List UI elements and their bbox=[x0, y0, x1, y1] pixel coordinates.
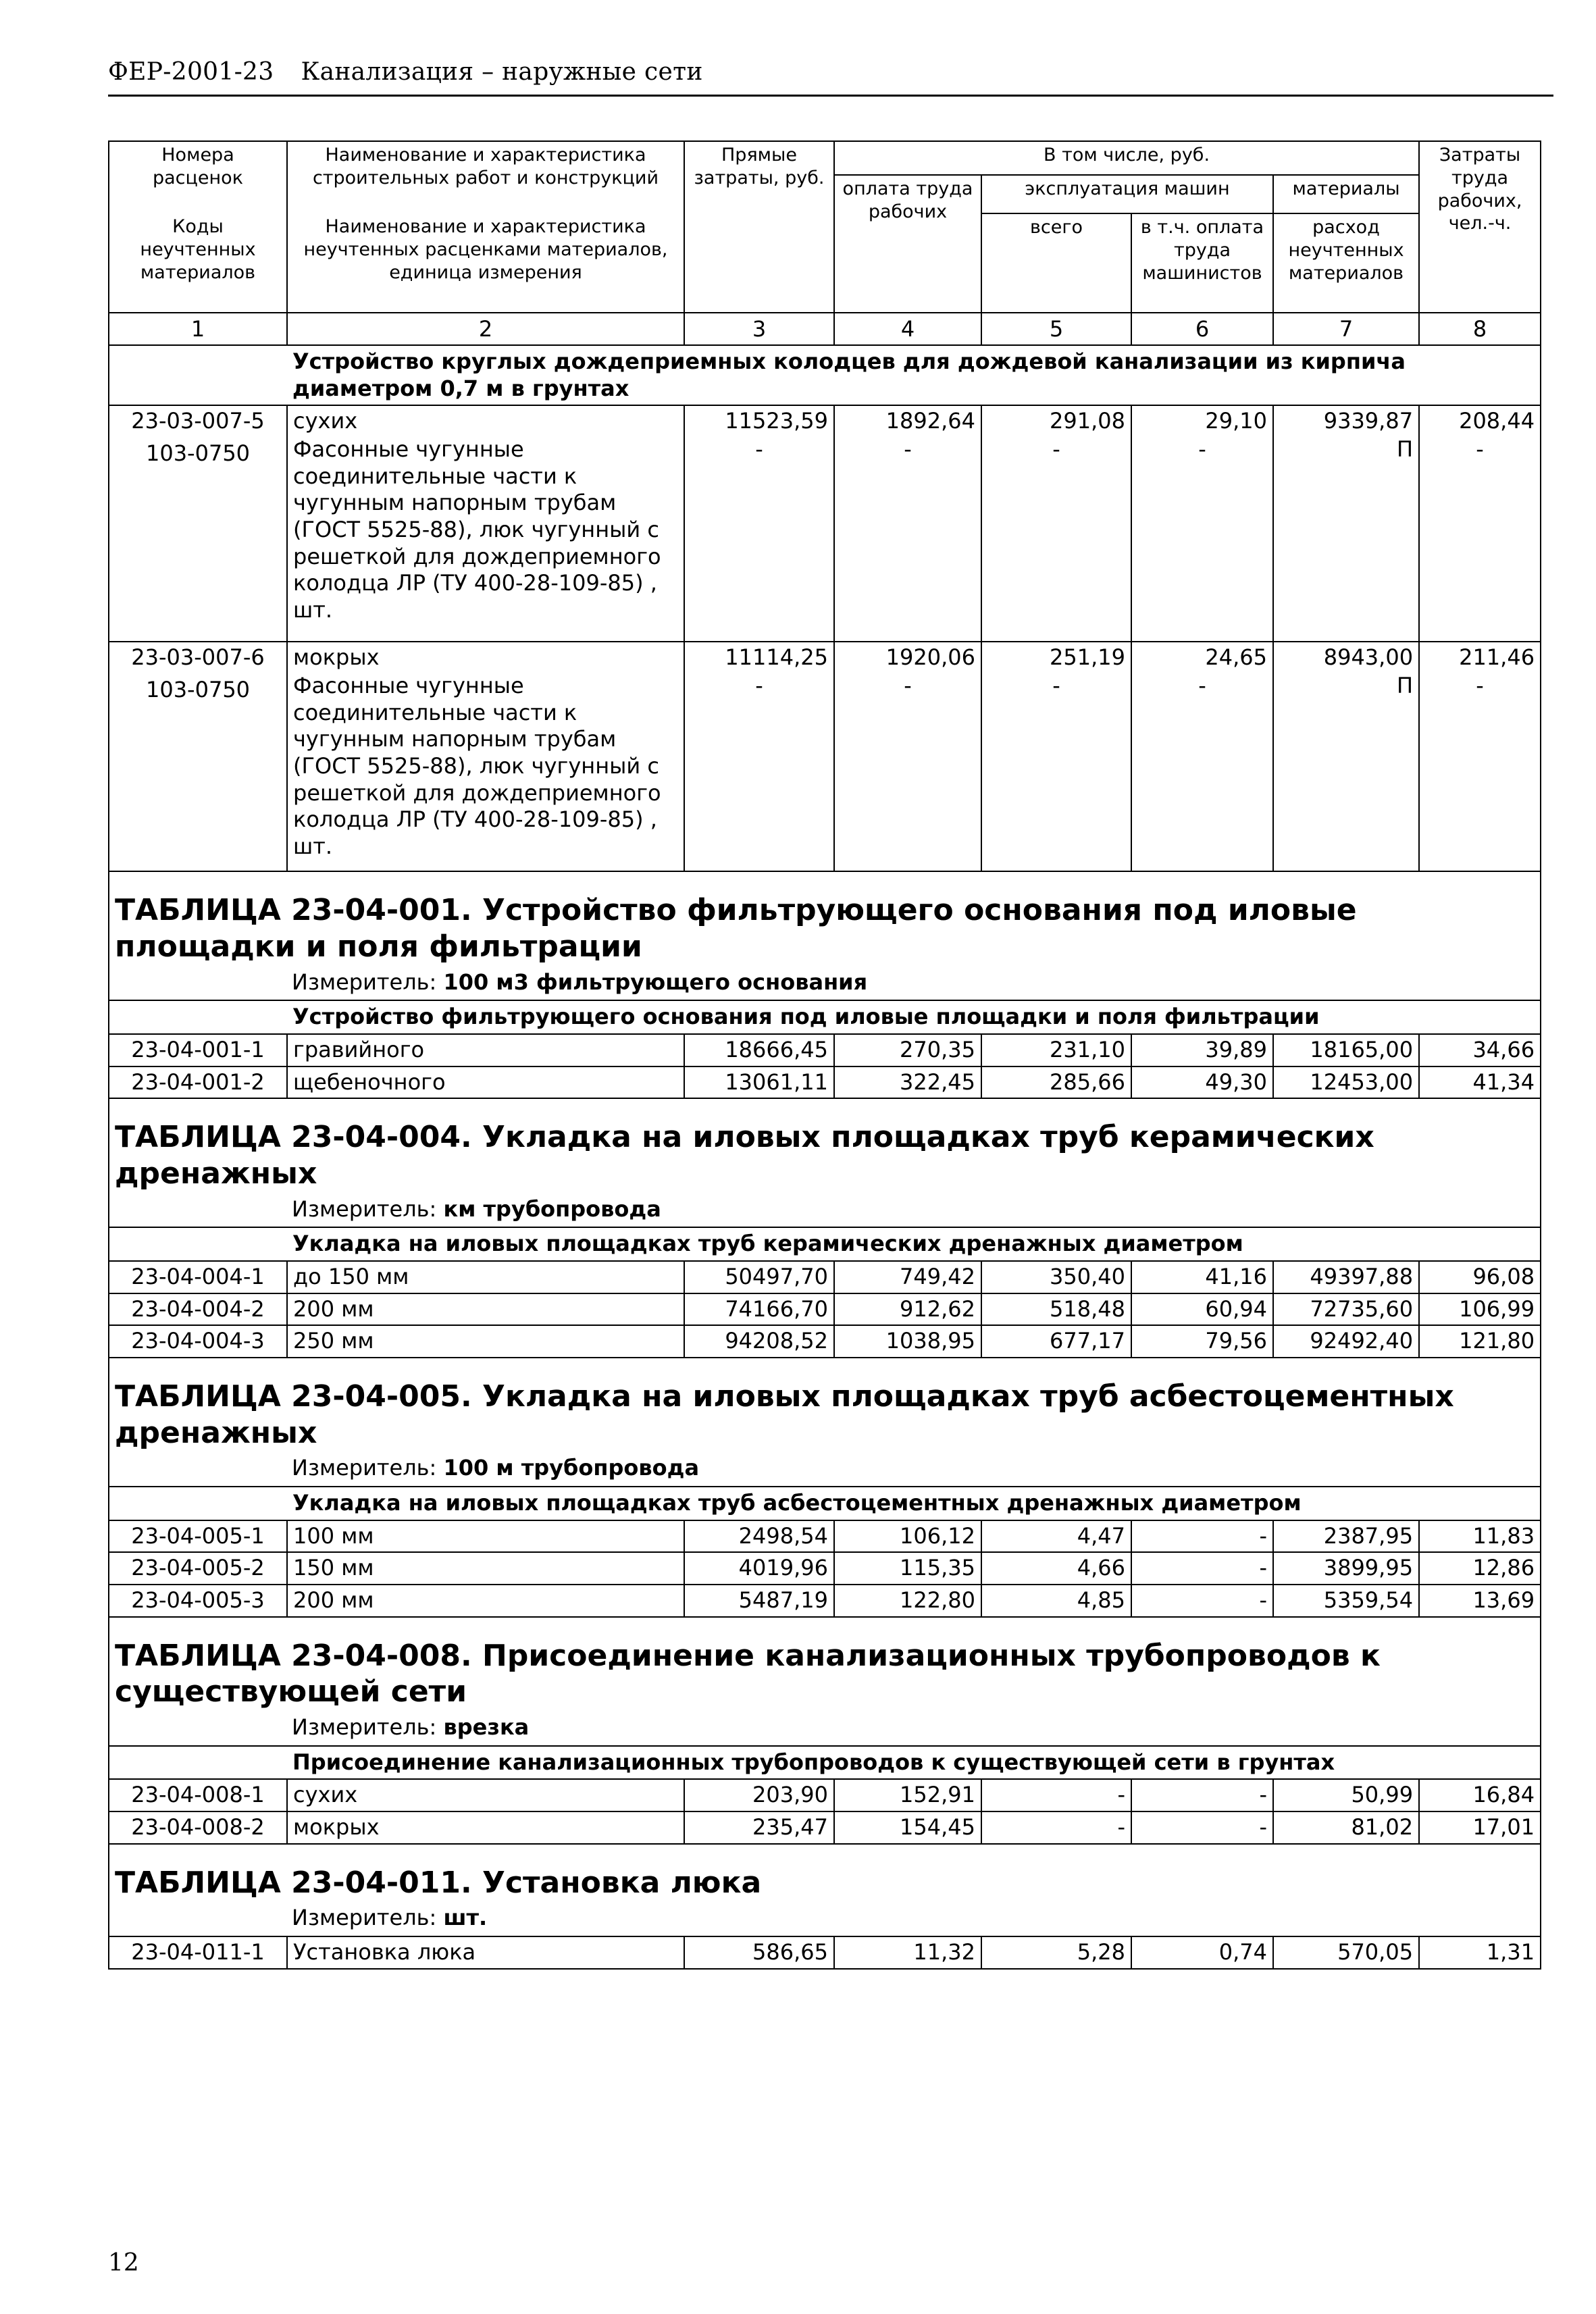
machines-total: 350,40 bbox=[981, 1261, 1131, 1293]
materials-cost: 49397,88 bbox=[1273, 1261, 1419, 1293]
machines-total: 4,66 bbox=[981, 1552, 1131, 1585]
unaccounted-material-mark: П bbox=[1396, 673, 1414, 699]
materials-cost: 12453,00 bbox=[1273, 1066, 1419, 1099]
measure-label: Измеритель: bbox=[292, 1714, 437, 1741]
table-row bbox=[109, 1585, 1541, 1617]
labor-hours: 1,31 bbox=[1419, 1936, 1541, 1969]
labor-hours: 11,83 bbox=[1419, 1520, 1541, 1553]
work-name: гравийного bbox=[287, 1034, 684, 1066]
column-number: 8 bbox=[1419, 313, 1541, 345]
material-name: Фасонные чугунные соединительные части к чугунным напорным трубам (ГОСТ 5525-88), люк чугунный с решеткой для дождеприемного колодца ЛР (ТУ 400-28-109-85) , шт. bbox=[293, 673, 661, 860]
group-title-row bbox=[109, 1746, 1541, 1780]
operators-pay: - bbox=[1131, 1585, 1273, 1617]
table-heading: ТАБЛИЦА 23-04-001. Устройство фильтрующего основания под иловые площадки и поля фильтрации bbox=[109, 871, 1541, 969]
direct-costs: 4019,96 bbox=[684, 1552, 834, 1585]
labor-hours: 12,86 bbox=[1419, 1552, 1541, 1585]
labor-hours: 106,99 bbox=[1419, 1293, 1541, 1326]
rates-table bbox=[108, 140, 1541, 1970]
header-rate-numbers: Номера расценок bbox=[109, 141, 287, 213]
labor-pay: 154,45 bbox=[834, 1811, 981, 1844]
rate-code: 23-04-001-1 bbox=[109, 1034, 287, 1066]
table-heading-row bbox=[109, 1844, 1541, 1905]
materials-cost: 5359,54 bbox=[1273, 1585, 1419, 1617]
measure-value: 100 м3 фильтрующего основания bbox=[443, 969, 868, 995]
group-title-row bbox=[109, 1227, 1541, 1261]
machines-total: 231,10 bbox=[981, 1034, 1131, 1066]
table-heading-row bbox=[109, 1098, 1541, 1195]
doc-code: ФЕР-2001-23 bbox=[108, 58, 274, 86]
measure-value: 100 м трубопровода bbox=[443, 1455, 700, 1481]
dash: - bbox=[904, 436, 912, 463]
direct-costs: 50497,70 bbox=[684, 1261, 834, 1293]
rate-code: 23-04-004-2 bbox=[109, 1293, 287, 1326]
direct-costs: 2498,54 bbox=[684, 1520, 834, 1553]
operators-pay: - bbox=[1131, 1811, 1273, 1844]
measure-label: Измеритель: bbox=[292, 969, 437, 995]
labor-pay: 270,35 bbox=[834, 1034, 981, 1066]
work-name: щебеночного bbox=[287, 1066, 684, 1099]
header-material-codes: Коды неучтенных материалов bbox=[109, 213, 287, 313]
materials-cost: 92492,40 bbox=[1273, 1325, 1419, 1358]
work-name: мокрых bbox=[293, 644, 380, 671]
direct-costs: 235,47 bbox=[684, 1811, 834, 1844]
rate-code: 23-04-004-1 bbox=[109, 1261, 287, 1293]
column-number: 7 bbox=[1273, 313, 1419, 345]
table-header bbox=[109, 141, 1541, 345]
labor-pay: 11,32 bbox=[834, 1936, 981, 1969]
header-labor-hours: Затраты труда рабочих, чел.-ч. bbox=[1419, 141, 1541, 313]
table-row bbox=[109, 1325, 1541, 1358]
dash: - bbox=[1198, 436, 1206, 463]
materials-cost: 3899,95 bbox=[1273, 1552, 1419, 1585]
work-name: мокрых bbox=[287, 1811, 684, 1844]
table-heading-row bbox=[109, 871, 1541, 969]
operators-pay: 79,56 bbox=[1131, 1325, 1273, 1358]
materials-cost: 50,99 bbox=[1273, 1779, 1419, 1811]
group-title: Устройство фильтрующего основания под иловые площадки и поля фильтрации bbox=[287, 1000, 1541, 1034]
header-machines-total: всего bbox=[981, 213, 1131, 313]
group-title-row bbox=[109, 1000, 1541, 1034]
labor-pay: 115,35 bbox=[834, 1552, 981, 1585]
table-row bbox=[109, 405, 1541, 642]
unaccounted-material-mark: П bbox=[1396, 436, 1414, 463]
direct-costs: 11523,59 bbox=[725, 408, 828, 434]
dash: - bbox=[755, 436, 763, 463]
measure-row bbox=[109, 1714, 1541, 1746]
rate-code: 23-04-005-2 bbox=[109, 1552, 287, 1585]
rate-code: 23-04-001-2 bbox=[109, 1066, 287, 1099]
labor-pay: 106,12 bbox=[834, 1520, 981, 1553]
machines-total: 518,48 bbox=[981, 1293, 1131, 1326]
labor-hours: 208,44 bbox=[1459, 408, 1535, 434]
measure-row bbox=[109, 1905, 1541, 1936]
rate-code: 23-03-007-5 bbox=[131, 408, 265, 434]
rate-code: 23-04-008-1 bbox=[109, 1779, 287, 1811]
work-name: Установка люка bbox=[287, 1936, 684, 1969]
machines-total: 251,19 bbox=[1050, 644, 1125, 671]
direct-costs: 586,65 bbox=[684, 1936, 834, 1969]
work-name: 200 мм bbox=[287, 1585, 684, 1617]
labor-pay: 1892,64 bbox=[885, 408, 975, 434]
labor-pay: 912,62 bbox=[834, 1293, 981, 1326]
table-row bbox=[109, 1066, 1541, 1099]
labor-pay: 1038,95 bbox=[834, 1325, 981, 1358]
work-name: 200 мм bbox=[287, 1293, 684, 1326]
column-number: 4 bbox=[834, 313, 981, 345]
labor-hours: 13,69 bbox=[1419, 1585, 1541, 1617]
measure-value: км трубопровода bbox=[443, 1195, 661, 1222]
labor-pay: 322,45 bbox=[834, 1066, 981, 1099]
direct-costs: 203,90 bbox=[684, 1779, 834, 1811]
group-title: Присоединение канализационных трубопроводов к существующей сети в грунтах bbox=[287, 1746, 1541, 1780]
work-name: 100 мм bbox=[287, 1520, 684, 1553]
labor-hours: 121,80 bbox=[1419, 1325, 1541, 1358]
table-heading: ТАБЛИЦА 23-04-011. Установка люка bbox=[109, 1844, 1541, 1905]
group-title-row bbox=[109, 1487, 1541, 1520]
materials-cost: 9339,87 bbox=[1323, 408, 1414, 434]
dash: - bbox=[1476, 673, 1484, 699]
machines-total: - bbox=[981, 1779, 1131, 1811]
rate-code: 23-04-008-2 bbox=[109, 1811, 287, 1844]
direct-costs: 5487,19 bbox=[684, 1585, 834, 1617]
column-number: 2 bbox=[287, 313, 684, 345]
labor-hours: 96,08 bbox=[1419, 1261, 1541, 1293]
operators-pay: 29,10 bbox=[1205, 408, 1267, 434]
header-labor-pay: оплата труда рабочих bbox=[834, 175, 981, 313]
dash: - bbox=[1052, 673, 1060, 699]
material-code: 103-0750 bbox=[145, 440, 251, 467]
labor-pay: 749,42 bbox=[834, 1261, 981, 1293]
dash: - bbox=[1052, 436, 1060, 463]
work-name: 250 мм bbox=[287, 1325, 684, 1358]
work-name: до 150 мм bbox=[287, 1261, 684, 1293]
operators-pay: 41,16 bbox=[1131, 1261, 1273, 1293]
operators-pay: - bbox=[1131, 1779, 1273, 1811]
operators-pay: 60,94 bbox=[1131, 1293, 1273, 1326]
table-row bbox=[109, 1552, 1541, 1585]
direct-costs: 94208,52 bbox=[684, 1325, 834, 1358]
labor-hours: 211,46 bbox=[1459, 644, 1535, 671]
machines-total: 4,85 bbox=[981, 1585, 1131, 1617]
direct-costs: 11114,25 bbox=[725, 644, 828, 671]
labor-hours: 34,66 bbox=[1419, 1034, 1541, 1066]
rate-code: 23-04-011-1 bbox=[109, 1936, 287, 1969]
dash: - bbox=[1198, 673, 1206, 699]
direct-costs: 18666,45 bbox=[684, 1034, 834, 1066]
table-row bbox=[109, 1293, 1541, 1326]
column-numbers-row bbox=[109, 313, 1541, 345]
measure-label: Измеритель: bbox=[292, 1455, 437, 1481]
material-code: 103-0750 bbox=[145, 677, 251, 703]
operators-pay: 49,30 bbox=[1131, 1066, 1273, 1099]
direct-costs: 74166,70 bbox=[684, 1293, 834, 1326]
rate-code: 23-03-007-6 bbox=[131, 644, 265, 671]
table-heading-row bbox=[109, 1358, 1541, 1455]
materials-cost: 8943,00 bbox=[1323, 644, 1414, 671]
labor-pay: 122,80 bbox=[834, 1585, 981, 1617]
header-direct-costs: Прямые затраты, руб. bbox=[684, 141, 834, 313]
table-heading: ТАБЛИЦА 23-04-004. Укладка на иловых площадках труб керамических дренажных bbox=[109, 1098, 1541, 1195]
materials-cost: 570,05 bbox=[1273, 1936, 1419, 1969]
machines-total: 5,28 bbox=[981, 1936, 1131, 1969]
labor-hours: 16,84 bbox=[1419, 1779, 1541, 1811]
table-row bbox=[109, 1520, 1541, 1553]
measure-label: Измеритель: bbox=[292, 1195, 437, 1222]
group-title-row bbox=[109, 345, 1541, 405]
table-heading: ТАБЛИЦА 23-04-008. Присоединение канализационных трубопроводов к существующей сети bbox=[109, 1617, 1541, 1714]
materials-cost: 18165,00 bbox=[1273, 1034, 1419, 1066]
labor-pay: 1920,06 bbox=[885, 644, 975, 671]
table-row bbox=[109, 1779, 1541, 1811]
column-number: 1 bbox=[109, 313, 287, 345]
rate-code: 23-04-005-1 bbox=[109, 1520, 287, 1553]
measure-value: врезка bbox=[443, 1714, 530, 1741]
table-heading-row bbox=[109, 1617, 1541, 1714]
materials-cost: 2387,95 bbox=[1273, 1520, 1419, 1553]
work-name: сухих bbox=[293, 408, 358, 434]
header-material-name: Наименование и характеристика неучтенных расценками материалов, единица измерения bbox=[287, 213, 684, 313]
page-header bbox=[108, 58, 703, 86]
table-row bbox=[109, 1261, 1541, 1293]
machines-total: 677,17 bbox=[981, 1325, 1131, 1358]
measure-label: Измеритель: bbox=[292, 1905, 437, 1931]
group-title: Укладка на иловых площадках труб керамических дренажных диаметром bbox=[287, 1227, 1541, 1261]
header-work-name: Наименование и характеристика строительных работ и конструкций bbox=[287, 141, 684, 213]
material-name: Фасонные чугунные соединительные части к чугунным напорным трубам (ГОСТ 5525-88), люк чугунный с решеткой для дождеприемного колодца ЛР (ТУ 400-28-109-85) , шт. bbox=[293, 436, 661, 623]
machines-total: 291,08 bbox=[1050, 408, 1125, 434]
header-unaccounted-materials: расход неучтенных материалов bbox=[1273, 213, 1419, 313]
labor-hours: 17,01 bbox=[1419, 1811, 1541, 1844]
column-number: 6 bbox=[1131, 313, 1273, 345]
machines-total: 285,66 bbox=[981, 1066, 1131, 1099]
labor-pay: 152,91 bbox=[834, 1779, 981, 1811]
operators-pay: - bbox=[1131, 1552, 1273, 1585]
machines-total: - bbox=[981, 1811, 1131, 1844]
labor-hours: 41,34 bbox=[1419, 1066, 1541, 1099]
header-rule bbox=[108, 95, 1553, 97]
measure-row bbox=[109, 1196, 1541, 1228]
rate-code: 23-04-004-3 bbox=[109, 1325, 287, 1358]
header-machines: эксплуатация машин bbox=[981, 175, 1273, 213]
doc-title: Канализация – наружные сети bbox=[301, 58, 703, 86]
work-name: 150 мм bbox=[287, 1552, 684, 1585]
operators-pay: - bbox=[1131, 1520, 1273, 1553]
header-including: В том числе, руб. bbox=[834, 141, 1419, 175]
materials-cost: 81,02 bbox=[1273, 1811, 1419, 1844]
column-number: 5 bbox=[981, 313, 1131, 345]
measure-row bbox=[109, 969, 1541, 1001]
dash: - bbox=[1476, 436, 1484, 463]
direct-costs: 13061,11 bbox=[684, 1066, 834, 1099]
dash: - bbox=[755, 673, 763, 699]
header-materials: материалы bbox=[1273, 175, 1419, 213]
table-row bbox=[109, 1811, 1541, 1844]
column-number: 3 bbox=[684, 313, 834, 345]
operators-pay: 39,89 bbox=[1131, 1034, 1273, 1066]
measure-row bbox=[109, 1455, 1541, 1487]
materials-cost: 72735,60 bbox=[1273, 1293, 1419, 1326]
table-heading: ТАБЛИЦА 23-04-005. Укладка на иловых площадках труб асбестоцементных дренажных bbox=[109, 1358, 1541, 1455]
table-row bbox=[109, 1034, 1541, 1066]
work-name: сухих bbox=[287, 1779, 684, 1811]
page-number: 12 bbox=[108, 2249, 139, 2277]
operators-pay: 0,74 bbox=[1131, 1936, 1273, 1969]
group-title: Укладка на иловых площадках труб асбестоцементных дренажных диаметром bbox=[287, 1487, 1541, 1520]
machines-total: 4,47 bbox=[981, 1520, 1131, 1553]
operators-pay: 24,65 bbox=[1205, 644, 1267, 671]
group-title: Устройство круглых дождеприемных колодцев для дождевой канализации из кирпича диаметром 0,7 м в грунтах bbox=[287, 345, 1541, 405]
rate-code: 23-04-005-3 bbox=[109, 1585, 287, 1617]
table-row bbox=[109, 1936, 1541, 1969]
header-operators-pay: в т.ч. оплата труда машинистов bbox=[1131, 213, 1273, 313]
dash: - bbox=[904, 673, 912, 699]
table-row bbox=[109, 642, 1541, 871]
measure-value: шт. bbox=[443, 1905, 488, 1931]
